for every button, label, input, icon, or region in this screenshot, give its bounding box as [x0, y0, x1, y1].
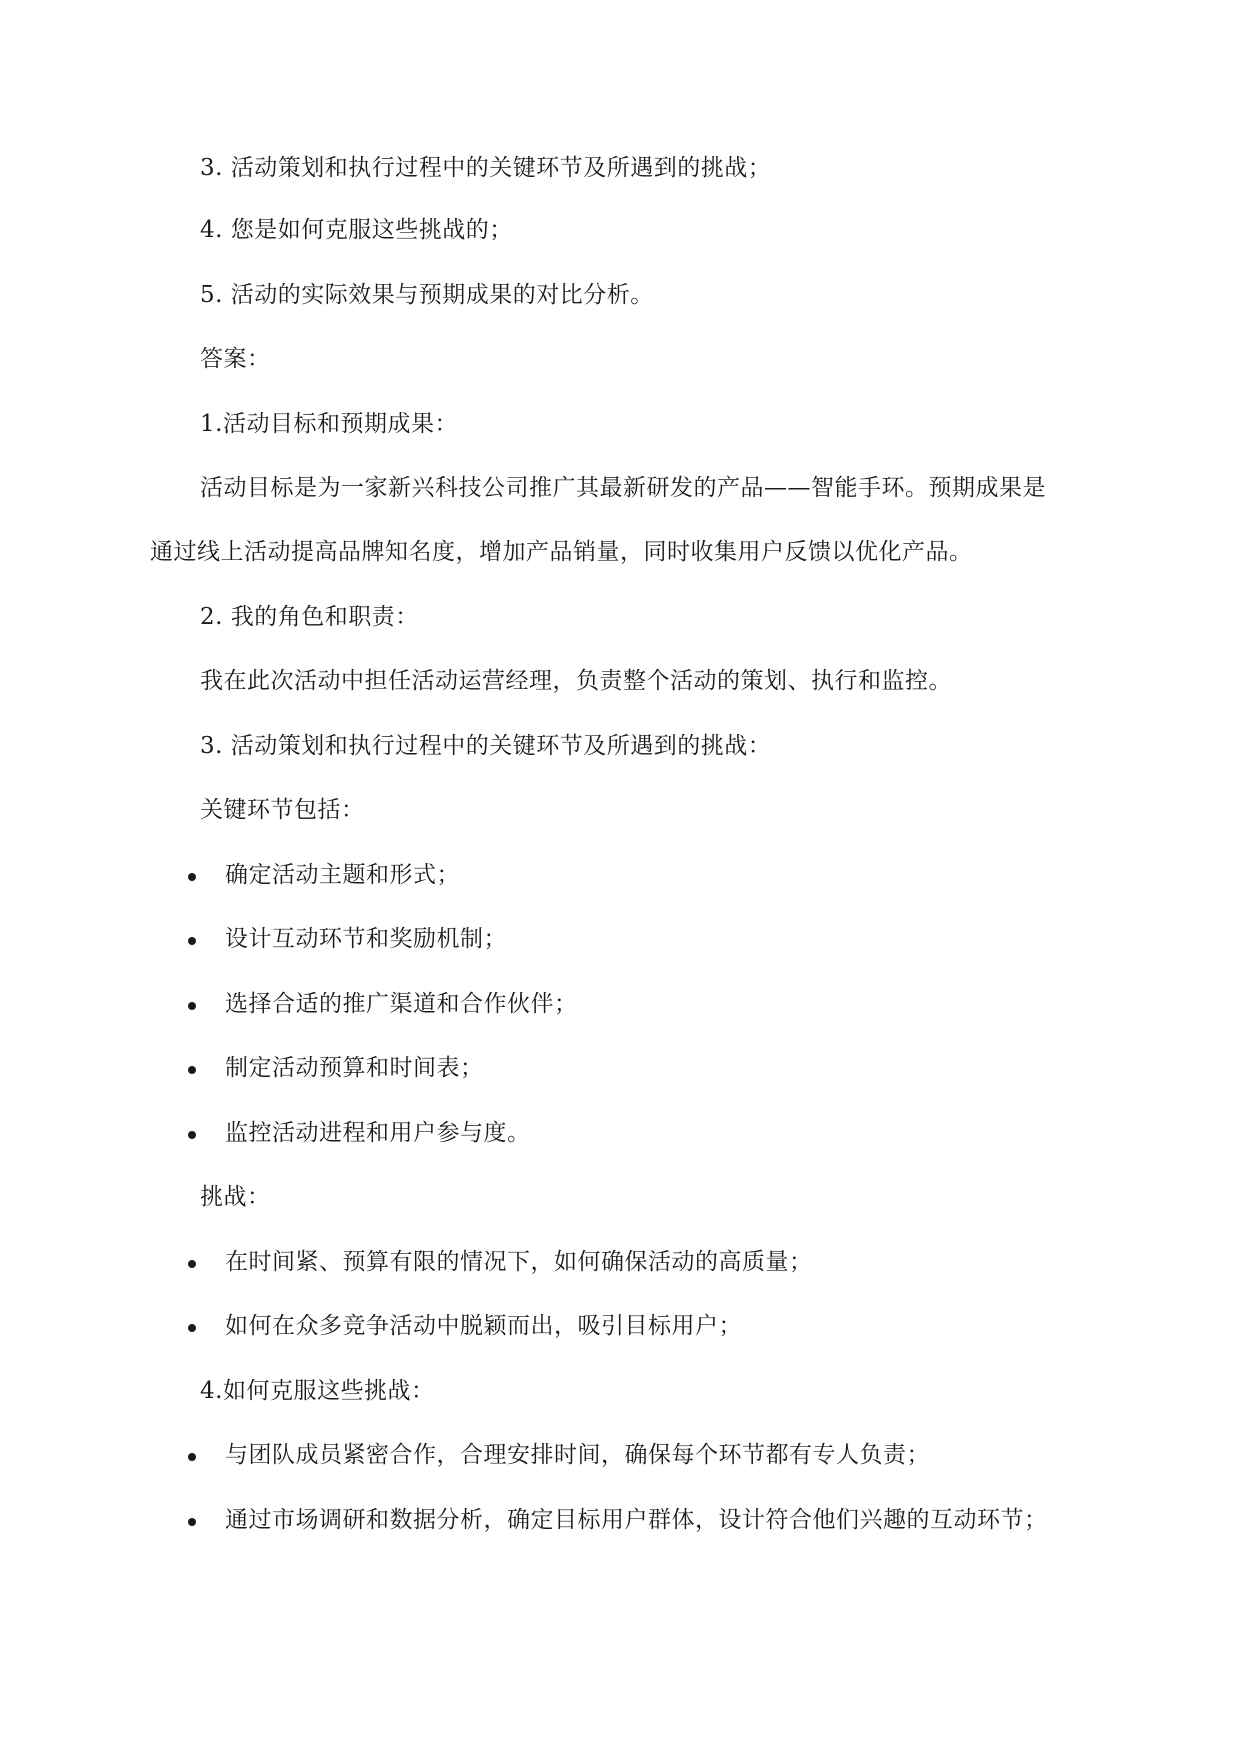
bullet-icon	[188, 1518, 196, 1526]
key-step-item: 设计互动环节和奖励机制；	[225, 926, 507, 952]
section-4-heading: 4.如何克服这些挑战：	[200, 1378, 435, 1404]
section-3-heading: 3. 活动策划和执行过程中的关键环节及所遇到的挑战：	[200, 733, 772, 759]
answer-heading: 答案：	[200, 346, 271, 372]
bullet-icon	[188, 873, 196, 881]
section-1-paragraph-line-2: 通过线上活动提高品牌知名度，增加产品销量，同时收集用户反馈以优化产品。	[150, 539, 973, 565]
challenge-item: 在时间紧、预算有限的情况下，如何确保活动的高质量；	[225, 1249, 813, 1275]
key-step-item: 确定活动主题和形式；	[225, 862, 460, 888]
key-steps-heading: 关键环节包括：	[200, 797, 365, 823]
key-step-item: 监控活动进程和用户参与度。	[225, 1120, 531, 1146]
question-4-line: 4. 您是如何克服这些挑战的；	[200, 217, 513, 243]
question-5-line: 5. 活动的实际效果与预期成果的对比分析。	[200, 282, 654, 308]
section-1-heading: 1.活动目标和预期成果：	[200, 411, 458, 437]
key-step-item: 选择合适的推广渠道和合作伙伴；	[225, 991, 578, 1017]
bullet-icon	[188, 1066, 196, 1074]
bullet-icon	[188, 1002, 196, 1010]
bullet-icon	[188, 1324, 196, 1332]
bullet-icon	[188, 1453, 196, 1461]
question-3-line: 3. 活动策划和执行过程中的关键环节及所遇到的挑战；	[200, 155, 772, 181]
section-1-paragraph-line-1: 活动目标是为一家新兴科技公司推广其最新研发的产品——智能手环。预期成果是	[200, 475, 1046, 501]
bullet-icon	[188, 1131, 196, 1139]
overcome-item: 与团队成员紧密合作，合理安排时间，确保每个环节都有专人负责；	[225, 1442, 930, 1468]
bullet-icon	[188, 1260, 196, 1268]
overcome-item: 通过市场调研和数据分析，确定目标用户群体，设计符合他们兴趣的互动环节；	[225, 1507, 1048, 1533]
challenges-heading: 挑战：	[200, 1184, 271, 1210]
section-2-heading: 2. 我的角色和职责：	[200, 604, 419, 630]
bullet-icon	[188, 937, 196, 945]
section-2-paragraph: 我在此次活动中担任活动运营经理，负责整个活动的策划、执行和监控。	[200, 668, 952, 694]
challenge-item: 如何在众多竞争活动中脱颖而出，吸引目标用户；	[225, 1313, 742, 1339]
key-step-item: 制定活动预算和时间表；	[225, 1055, 484, 1081]
